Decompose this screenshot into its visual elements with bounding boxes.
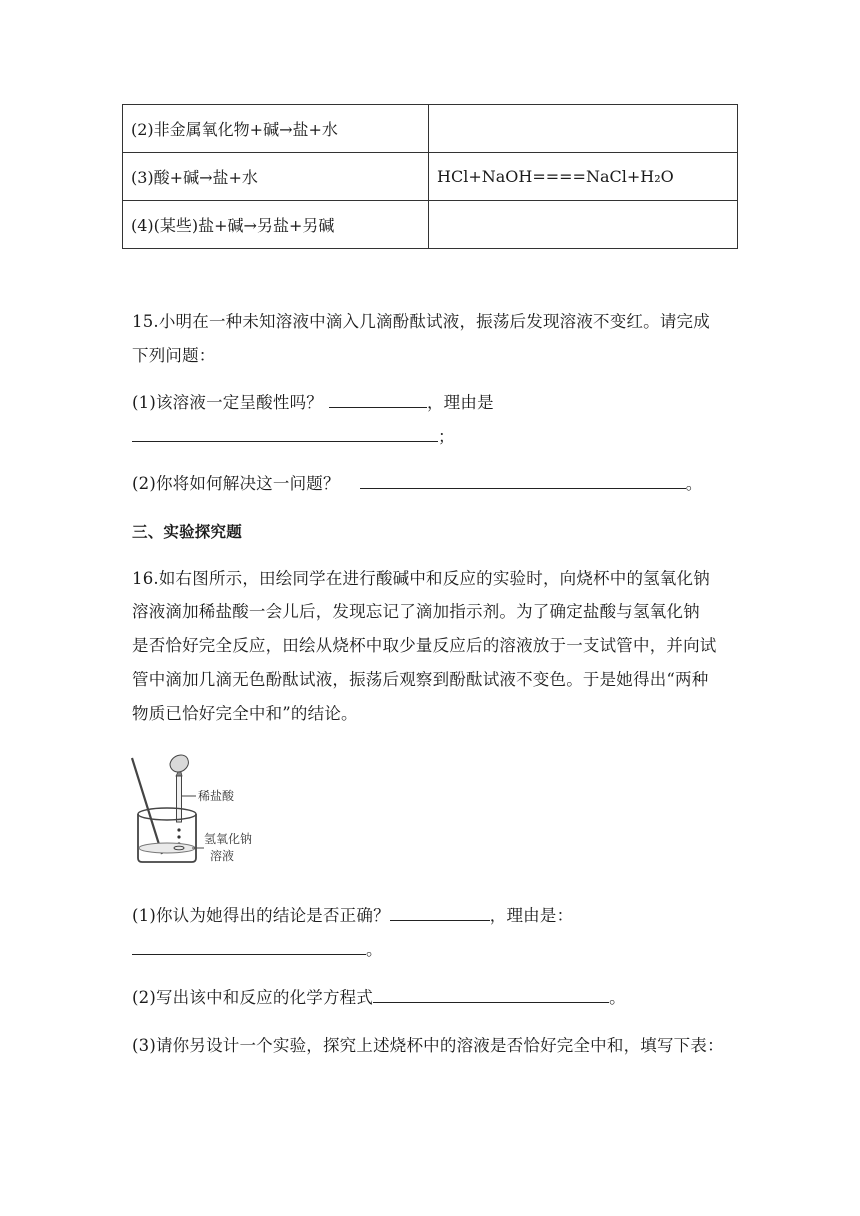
hand-icon: [170, 755, 188, 772]
glass-rod: [132, 758, 162, 854]
q16-sub2-prefix: (2)写出该中和反应的化学方程式: [132, 988, 374, 1007]
section-title: 三、实验探究题: [132, 523, 242, 541]
answer-blank[interactable]: [390, 919, 490, 921]
q15-sub2: [132, 470, 702, 494]
beaker-illustration: [124, 752, 254, 872]
table-row: [123, 153, 738, 201]
q15-text-line1: 15.小明在一种未知溶液中滴入几滴酚酞试液，振荡后发现溶液不变红。请完成: [132, 312, 710, 331]
table-cell-property: (4)(某些)盐+碱→另盐+另碱: [123, 201, 429, 249]
answer-blank[interactable]: [132, 440, 438, 442]
table-row: [123, 201, 738, 249]
q16-sub1-middle: ，理由是：: [489, 906, 574, 925]
q16-sub1: [132, 902, 573, 926]
q16-sub1-line2: [132, 936, 383, 960]
dropper-icon: [177, 776, 182, 822]
q15-sub1-prefix: (1)该溶液一定呈酸性吗？: [132, 393, 323, 412]
q16-line5: 物质已恰好完全中和”的结论。: [132, 704, 358, 723]
q15-sub1-end: ；: [438, 427, 455, 446]
q16-line3: 是否恰好完全反应，田绘从烧杯中取少量反应后的溶液放于一支试管中，并向试: [132, 636, 717, 655]
answer-blank[interactable]: [373, 1001, 609, 1003]
beaker-icon: [138, 814, 196, 862]
q16-sub2: [132, 984, 626, 1008]
q16-sub1-prefix: (1)你认为她得出的结论是否正确？: [132, 906, 390, 925]
q15-text-line2: 下列问题：: [132, 346, 216, 365]
q15-sub1-middle: ，理由是: [426, 393, 494, 412]
experiment-figure: [124, 752, 254, 872]
q15-sub1: [132, 389, 494, 413]
table-cell-property: (2)非金属氧化物+碱→盐+水: [123, 105, 429, 153]
table-cell-example: [429, 105, 738, 153]
table-cell-property: (3)酸+碱→盐+水: [123, 153, 429, 201]
label-base-line1: 氢氧化钠: [204, 832, 253, 846]
q15-sub1-line2: [132, 423, 455, 447]
q16-line4: 管中滴加几滴无色酚酞试液，振荡后观察到酚酞试液不变色。于是她得出“两种: [132, 670, 709, 689]
q16-line1: 16.如右图所示，田绘同学在进行酸碱中和反应的实验时，向烧杯中的氢氧化钠: [132, 569, 710, 588]
answer-blank[interactable]: [132, 953, 366, 955]
answer-blank[interactable]: [360, 487, 686, 489]
q15-sub2-prefix: (2)你将如何解决这一问题？: [132, 474, 340, 493]
label-acid: 稀盐酸: [198, 789, 235, 803]
q16-sub1-end: 。: [366, 940, 383, 959]
answer-blank[interactable]: [329, 406, 427, 408]
reaction-table: [122, 104, 738, 249]
q16-line2: 溶液滴加稀盐酸一会儿后，发现忘记了滴加指示剂。为了确定盐酸与氢氧化钠: [132, 602, 700, 621]
table-row: [123, 105, 738, 153]
table-cell-example: HCl+NaOH====NaCl+H₂O: [429, 153, 738, 201]
table-cell-example: [429, 201, 738, 249]
q16-sub2-end: 。: [609, 988, 626, 1007]
q15-sub2-end: 。: [685, 474, 703, 493]
label-base-line2: 溶液: [210, 849, 235, 863]
q16-sub3: (3)请你另设计一个实验，探究上述烧杯中的溶液是否恰好完全中和，填写下表：: [132, 1036, 724, 1055]
